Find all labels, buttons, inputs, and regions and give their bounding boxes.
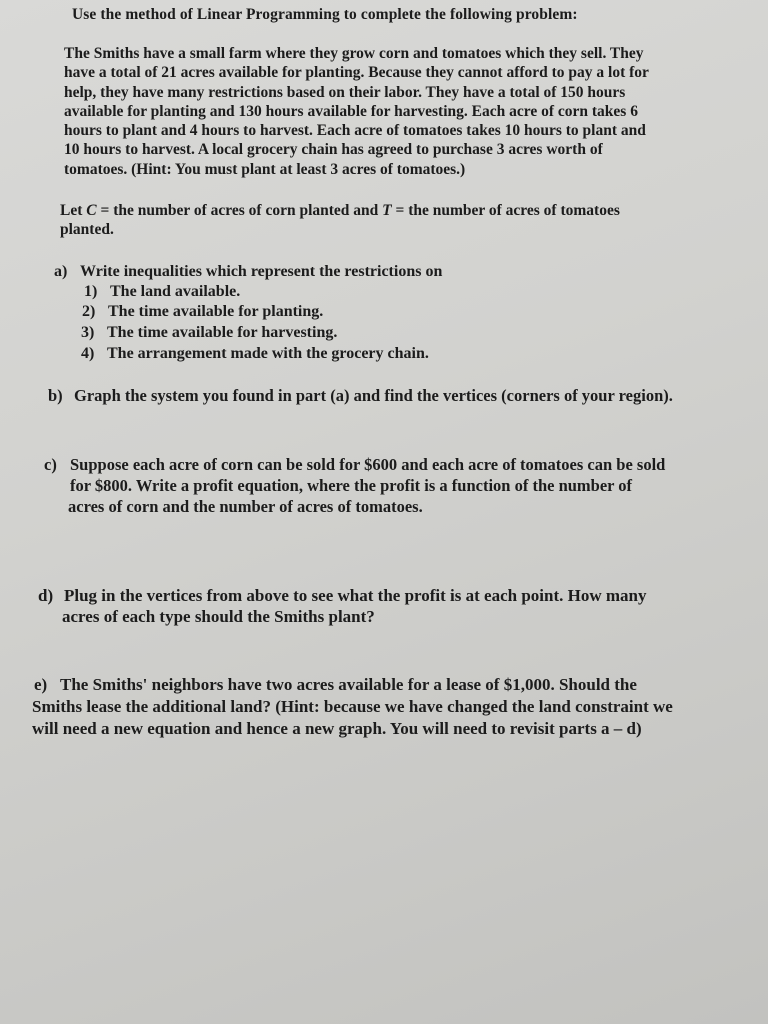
part-c-label: c) bbox=[44, 455, 57, 474]
problem-line: The Smiths have a small farm where they grow corn and tomatoes which they sell. They bbox=[64, 45, 644, 62]
part-a-item-1: 1) The land available. bbox=[84, 283, 241, 300]
part-a-label: a) bbox=[54, 263, 68, 280]
part-c-line-3: acres of corn and the number of acres of tomatoes. bbox=[68, 497, 423, 516]
part-a-item-4: 4) The arrangement made with the grocery chain. bbox=[81, 345, 429, 362]
part-d-label: d) bbox=[38, 586, 54, 605]
problem-line: hours to plant and 4 hours to harvest. Each acre of tomatoes takes 10 hours to plant and bbox=[64, 122, 646, 140]
problem-line: tomatoes. (Hint: You must plant at least 3 acres of tomatoes.) bbox=[64, 160, 466, 178]
problem-statement bbox=[64, 44, 724, 179]
part-a-item-3: 3) The time available for harvesting. bbox=[81, 324, 338, 341]
variable-definition bbox=[60, 201, 720, 240]
part-b-question bbox=[48, 386, 673, 406]
part-b-label: b) bbox=[48, 386, 63, 405]
part-c-question: c) Suppose each acre of corn can be sold for $600 and each acre of tomatoes can be sold bbox=[44, 455, 666, 474]
problem-line: available for planting and 130 hours available for harvesting. Each acre of corn takes 6 bbox=[64, 102, 638, 120]
part-e-line-3: will need a new equation and hence a new graph. You will need to revisit parts a – d) bbox=[32, 719, 642, 738]
part-d-line-2: acres of each type should the Smiths plant? bbox=[62, 607, 375, 626]
problem-line: 10 hours to harvest. A local grocery chain has agreed to purchase 3 acres worth of bbox=[64, 141, 603, 159]
part-e-label: e) bbox=[34, 675, 48, 694]
definition-line-1: Let C = the number of acres of corn planted and T = the number of acres of tomatoes bbox=[60, 202, 620, 219]
problem-line: have a total of 21 acres available for planting. Because they cannot afford to pay a lot for bbox=[64, 64, 649, 82]
part-b-text: Graph the system you found in part (a) and find the vertices (corners of your region). bbox=[74, 386, 673, 405]
part-e-question: e) The Smiths' neighbors have two acres available for a lease of $1,000. Should the bbox=[34, 675, 637, 694]
worksheet-title: Use the method of Linear Programming to complete the following problem: bbox=[72, 6, 578, 23]
part-a-item-2: 2) The time available for planting. bbox=[82, 303, 324, 320]
variable-t: T bbox=[382, 202, 392, 219]
part-d-question: d) Plug in the vertices from above to see what the profit is at each point. How many bbox=[38, 586, 647, 605]
definition-line-2: planted. bbox=[60, 221, 114, 239]
part-a-text: Write inequalities which represent the restrictions on bbox=[80, 263, 443, 280]
problem-line: help, they have many restrictions based on their labor. They have a total of 150 hours bbox=[64, 83, 626, 101]
part-a-question bbox=[54, 262, 442, 282]
part-c-line-2: for $800. Write a profit equation, where the profit is a function of the number of bbox=[70, 476, 633, 495]
variable-c: C bbox=[86, 202, 97, 219]
part-e-line-2: Smiths lease the additional land? (Hint: because we have changed the land constraint we bbox=[32, 697, 673, 716]
